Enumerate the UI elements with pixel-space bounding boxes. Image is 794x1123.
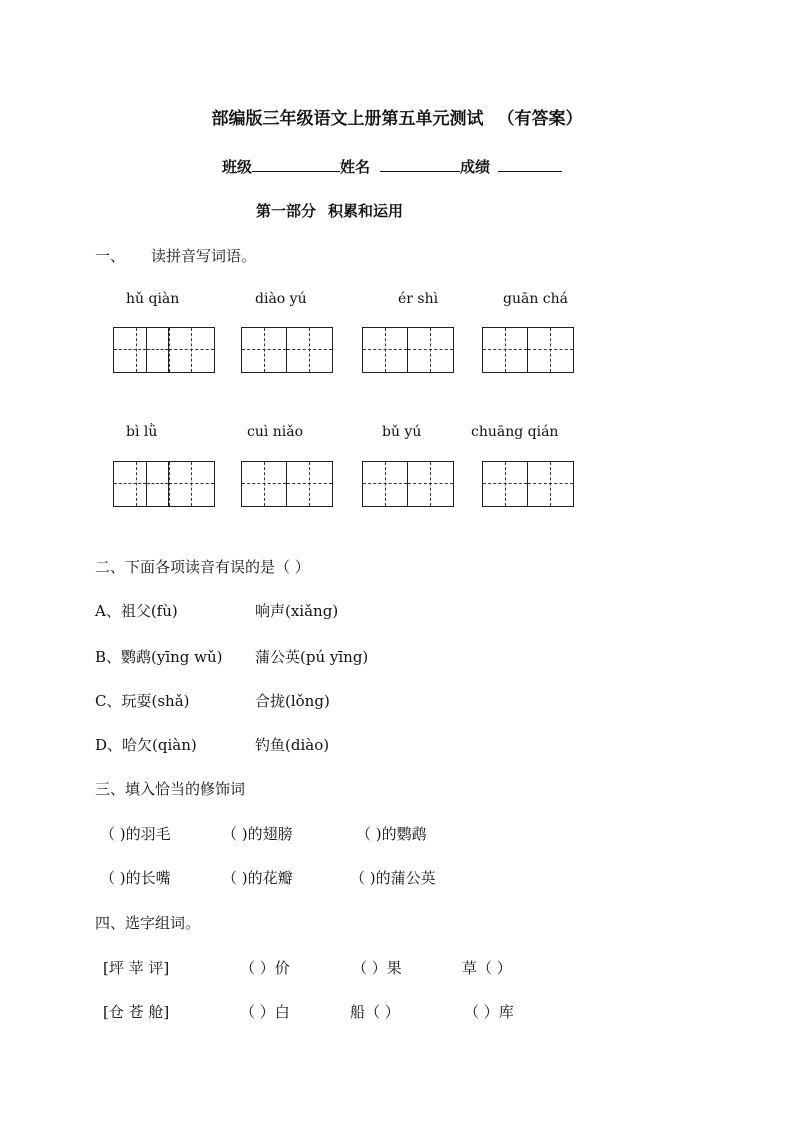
char-choices: [坪 苹 评] xyxy=(103,959,170,977)
pinyin-label: hǔ qiàn xyxy=(126,291,180,307)
fill-blank-item[interactable]: （ )的羽毛 xyxy=(100,825,171,843)
option-a-left: A、祖父(fù) xyxy=(95,602,178,620)
fill-blank-item[interactable]: （ )的长嘴 xyxy=(100,869,171,887)
fill-blank-item[interactable]: （ ）白 xyxy=(240,1003,290,1021)
q2-heading: 二、下面各项读音有误的是（ ） xyxy=(95,558,310,576)
pinyin-label: bì lǜ xyxy=(126,424,158,440)
pinyin-label: chuāng qián xyxy=(471,424,559,440)
title-note: （有答案） xyxy=(497,109,583,129)
writing-grid[interactable] xyxy=(482,461,574,507)
fill-blank-item[interactable]: 草（ ） xyxy=(462,959,512,977)
option-b-left: B、鹦鹉(yīng wǔ) xyxy=(95,648,223,666)
grid-cell[interactable] xyxy=(363,328,408,372)
option-d-right: 钓鱼(diào) xyxy=(255,736,330,754)
student-info-line xyxy=(222,156,562,177)
grid-cell[interactable] xyxy=(242,462,287,506)
score-blank[interactable] xyxy=(498,157,562,172)
grid-cell[interactable] xyxy=(363,462,408,506)
option-d-left: D、哈欠(qiàn) xyxy=(95,736,197,754)
pinyin-label: guān chá xyxy=(503,291,568,307)
writing-grid[interactable] xyxy=(362,461,454,507)
fill-blank-item[interactable]: （ )的蒲公英 xyxy=(350,869,436,887)
grid-cell[interactable] xyxy=(408,328,453,372)
q3-heading: 三、填入恰当的修饰词 xyxy=(95,780,246,798)
grid-cell[interactable] xyxy=(528,328,573,372)
option-c-right: 合拢(lǒng) xyxy=(255,692,330,710)
title-main: 部编版三年级语文上册第五单元测试 xyxy=(211,109,484,129)
class-blank[interactable] xyxy=(252,157,340,172)
char-choices: [仓 苍 舱] xyxy=(103,1003,170,1021)
grid-cell[interactable] xyxy=(287,462,332,506)
grid-cell[interactable] xyxy=(483,328,528,372)
fill-blank-item[interactable]: （ ）库 xyxy=(464,1003,514,1021)
part-name: 积累和运用 xyxy=(328,202,404,220)
q1-number: 一、 xyxy=(95,247,126,265)
grid-cell[interactable] xyxy=(242,328,287,372)
grid-cell[interactable] xyxy=(169,462,214,506)
writing-grid[interactable] xyxy=(113,461,215,507)
fill-blank-item[interactable]: （ ）果 xyxy=(352,959,402,977)
class-label: 班级 xyxy=(222,158,253,176)
grid-cell[interactable] xyxy=(287,328,332,372)
q1-heading xyxy=(95,245,256,266)
page-title xyxy=(0,104,794,129)
grid-cell[interactable] xyxy=(114,462,147,506)
grid-cell[interactable] xyxy=(408,462,453,506)
option-a-right: 响声(xiǎng) xyxy=(255,602,339,620)
grid-cell[interactable] xyxy=(114,328,147,372)
writing-grid[interactable] xyxy=(362,327,454,373)
part-heading xyxy=(256,200,403,221)
option-c-left: C、玩耍(shǎ) xyxy=(95,692,190,710)
fill-blank-item[interactable]: （ )的鹦鹉 xyxy=(356,825,427,843)
fill-blank-item[interactable]: 船（ ） xyxy=(350,1003,400,1021)
writing-grid[interactable] xyxy=(241,461,333,507)
pinyin-label: cuì niǎo xyxy=(247,424,304,440)
grid-cell[interactable] xyxy=(169,328,214,372)
score-label: 成绩 xyxy=(460,158,491,176)
fill-blank-item[interactable]: （ )的花瓣 xyxy=(222,869,293,887)
pinyin-label: bǔ yú xyxy=(382,424,422,440)
q1-text: 读拼音写词语。 xyxy=(151,247,257,265)
q4-heading: 四、选字组词。 xyxy=(95,914,201,932)
name-blank[interactable] xyxy=(380,157,460,172)
pinyin-label: ér shì xyxy=(398,291,439,307)
fill-blank-item[interactable]: （ )的翅膀 xyxy=(222,825,293,843)
writing-grid[interactable] xyxy=(482,327,574,373)
writing-grid[interactable] xyxy=(241,327,333,373)
fill-blank-item[interactable]: （ ）价 xyxy=(240,959,290,977)
part-label: 第一部分 xyxy=(256,202,317,220)
grid-cell[interactable] xyxy=(147,328,169,372)
option-b-right: 蒲公英(pú yīng) xyxy=(255,648,369,666)
grid-cell[interactable] xyxy=(528,462,573,506)
pinyin-label: diào yú xyxy=(255,291,307,307)
grid-cell[interactable] xyxy=(147,462,169,506)
name-label: 姓名 xyxy=(340,158,371,176)
writing-grid[interactable] xyxy=(113,327,215,373)
grid-cell[interactable] xyxy=(483,462,528,506)
